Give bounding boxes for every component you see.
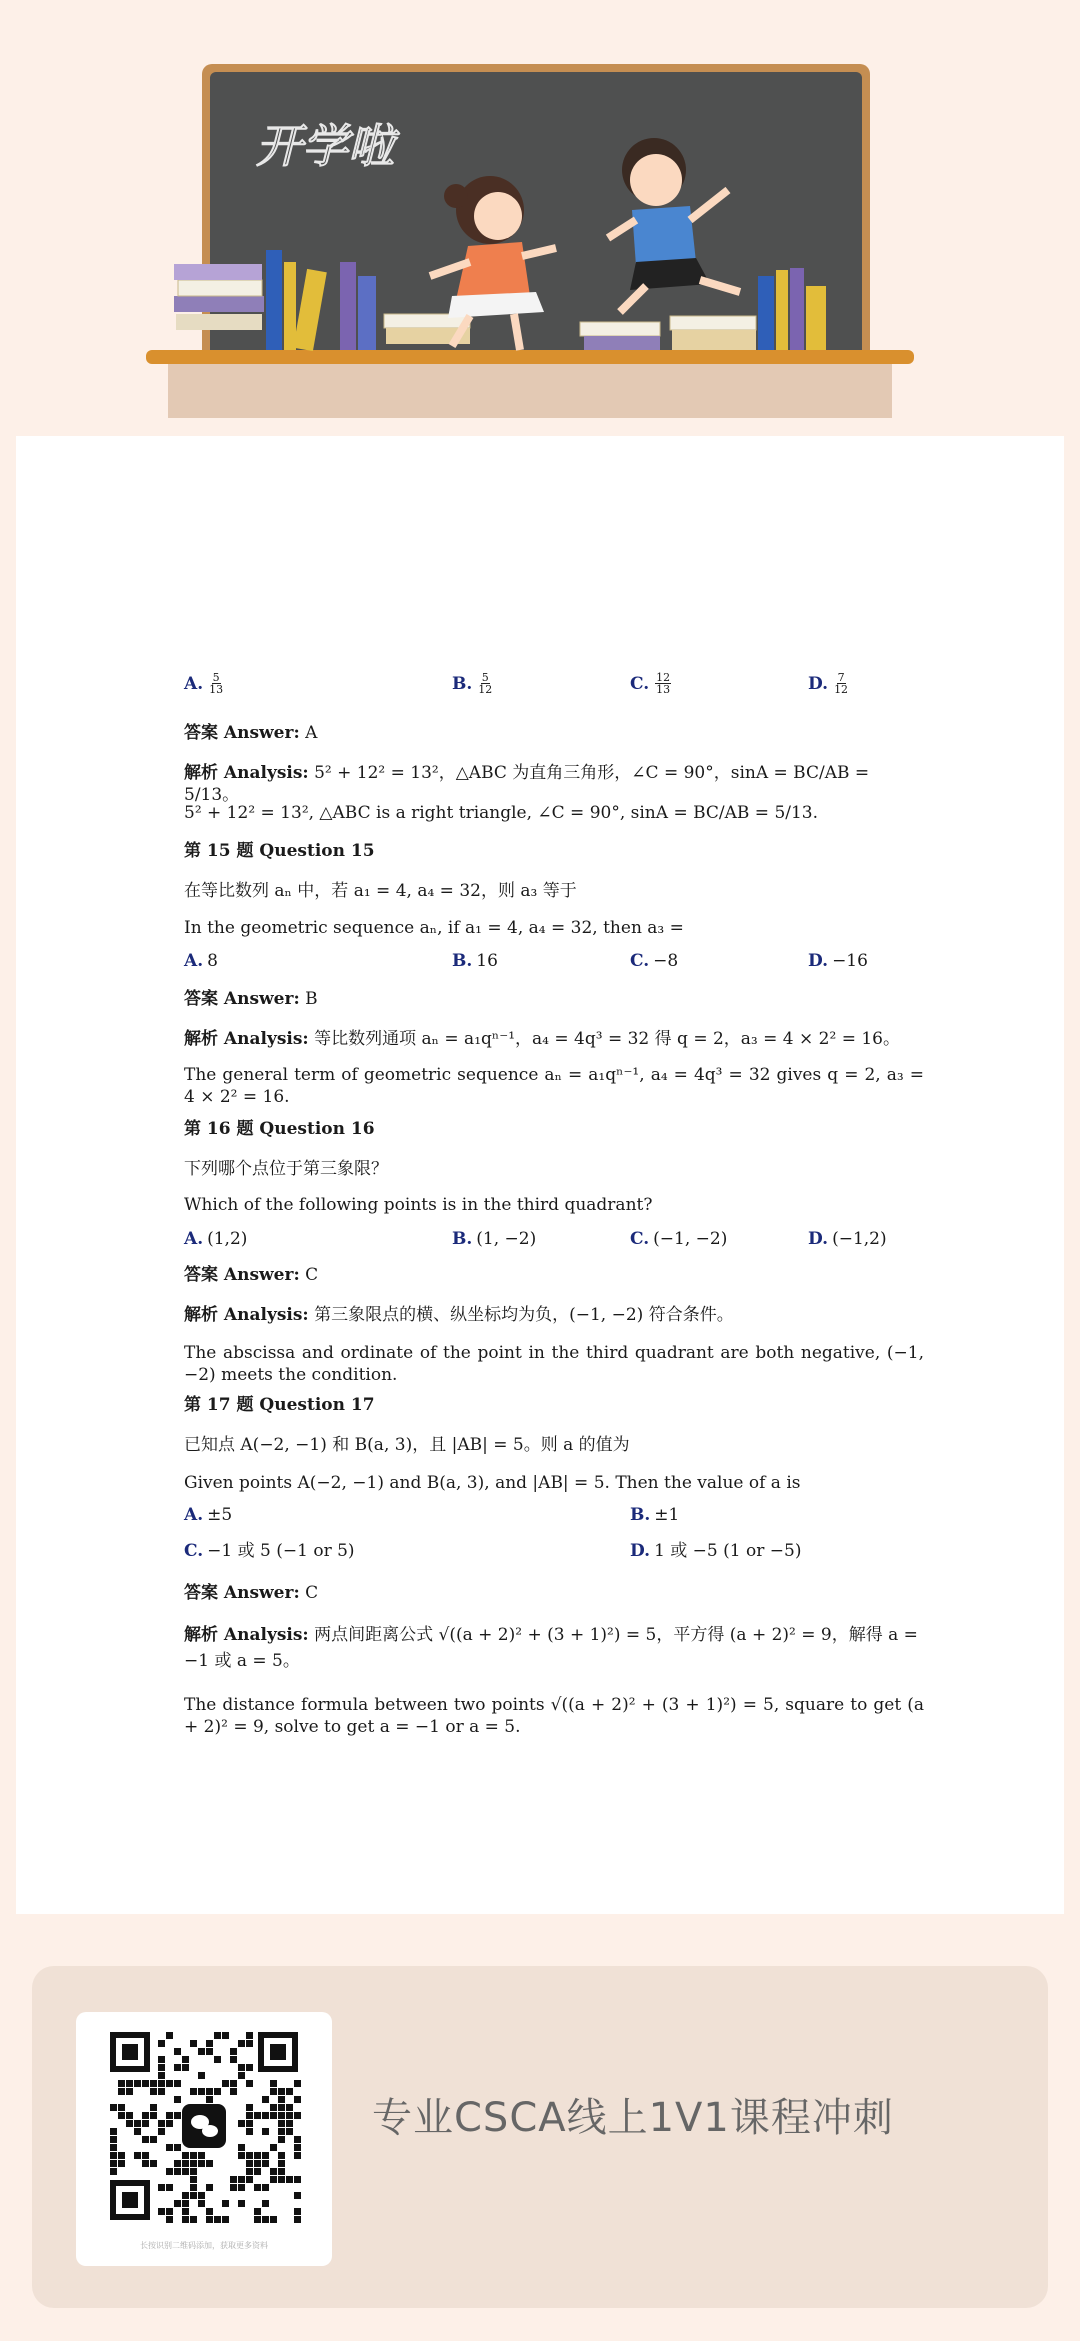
q16-text-en: Which of the following points is in the third quadrant? <box>184 1195 653 1215</box>
qr-module <box>246 2064 253 2071</box>
qr-module <box>262 2200 269 2207</box>
qr-module <box>262 2216 269 2223</box>
qr-module <box>294 2152 301 2159</box>
qr-module <box>262 2152 269 2159</box>
qr-module <box>254 2208 261 2215</box>
qr-module <box>230 2176 237 2183</box>
qr-module <box>270 2216 277 2223</box>
qr-module <box>246 2032 253 2039</box>
qr-module <box>142 2112 149 2119</box>
qr-module <box>270 2080 277 2087</box>
qr-module <box>254 2216 261 2223</box>
q17-options-row1 <box>184 1504 924 1528</box>
qr-module <box>150 2104 157 2111</box>
qr-module <box>294 2176 301 2183</box>
q16-option-d: D. (−1,2) <box>808 1229 887 1249</box>
qr-module <box>278 2160 285 2167</box>
qr-code-icon <box>76 2012 332 2240</box>
promo-text: 专业CSCA线上1V1课程冲刺 <box>372 2095 894 2141</box>
qr-module <box>238 2176 245 2183</box>
qr-module <box>270 2176 277 2183</box>
qr-module <box>182 2152 189 2159</box>
qr-module <box>246 2128 253 2135</box>
qr-module <box>222 2080 229 2087</box>
qr-module <box>134 2120 141 2127</box>
qr-module <box>134 2128 141 2135</box>
qr-module <box>206 2184 213 2191</box>
qr-module <box>182 2192 189 2199</box>
qr-module <box>110 2136 117 2143</box>
qr-module <box>118 2104 125 2111</box>
qr-module <box>150 2112 157 2119</box>
qr-module <box>150 2088 157 2095</box>
q14-answer: 答案 Answer: A <box>184 723 318 743</box>
qr-module <box>238 2144 245 2151</box>
qr-module <box>158 2072 165 2079</box>
qr-module <box>182 2216 189 2223</box>
qr-module <box>278 2088 285 2095</box>
qr-module <box>166 2120 173 2127</box>
qr-module <box>294 2096 301 2103</box>
qr-module <box>198 2160 205 2167</box>
qr-module <box>230 2048 237 2055</box>
qr-module <box>190 2152 197 2159</box>
qr-module <box>166 2216 173 2223</box>
q16-option-c: C. (−1, −2) <box>630 1229 728 1249</box>
qr-module <box>110 2152 117 2159</box>
qr-module <box>134 2152 141 2159</box>
qr-module <box>230 2056 237 2063</box>
qr-module <box>222 2032 229 2039</box>
qr-module <box>230 2184 237 2191</box>
qr-module <box>214 2056 221 2063</box>
qr-module <box>238 2152 245 2159</box>
qr-module <box>190 2168 197 2175</box>
qr-module <box>118 2112 125 2119</box>
qr-module <box>230 2088 237 2095</box>
qr-module <box>278 2096 285 2103</box>
qr-module <box>254 2168 261 2175</box>
q15-option-b: B. 16 <box>452 951 498 971</box>
qr-module <box>142 2152 149 2159</box>
q17-option-b: B. ±1 <box>630 1505 680 1525</box>
qr-module <box>278 2104 285 2111</box>
qr-module <box>238 2072 245 2079</box>
qr-module <box>254 2112 261 2119</box>
qr-module <box>110 2144 117 2151</box>
chalkboard-text: 开学啦 <box>256 119 394 173</box>
qr-module <box>294 2192 301 2199</box>
qr-module <box>110 2104 117 2111</box>
qr-module <box>246 2112 253 2119</box>
qr-module <box>190 2160 197 2167</box>
qr-module <box>286 2112 293 2119</box>
qr-module <box>246 2152 253 2159</box>
qr-module <box>254 2184 261 2191</box>
qr-module <box>182 2208 189 2215</box>
qr-module <box>174 2064 181 2071</box>
qr-module <box>254 2152 261 2159</box>
qr-module <box>150 2080 157 2087</box>
qr-module <box>270 2168 277 2175</box>
banner-illustration <box>0 0 1080 430</box>
qr-module <box>206 2088 213 2095</box>
qr-module <box>158 2088 165 2095</box>
qr-module <box>142 2120 149 2127</box>
q16-answer: 答案 Answer: C <box>184 1265 319 1285</box>
qr-module <box>126 2080 133 2087</box>
qr-module <box>190 2192 197 2199</box>
qr-module <box>110 2128 117 2135</box>
qr-module <box>174 2096 181 2103</box>
q17-option-a: A. ±5 <box>184 1505 233 1525</box>
qr-module <box>126 2088 133 2095</box>
q15-answer: 答案 Answer: B <box>184 989 318 1009</box>
qr-module <box>166 2184 173 2191</box>
qr-module <box>174 2144 181 2151</box>
qr-module <box>206 2048 213 2055</box>
qr-module <box>206 2216 213 2223</box>
qr-module <box>174 2200 181 2207</box>
qr-module <box>158 2128 165 2135</box>
q17-text-cn: 已知点 A(−2, −1) 和 B(a, 3)，且 |AB| = 5。则 a 的值为 <box>184 1435 630 1455</box>
qr-module <box>158 2184 165 2191</box>
qr-module <box>278 2136 285 2143</box>
qr-module <box>254 2160 261 2167</box>
qr-module <box>158 2056 165 2063</box>
qr-module <box>150 2136 157 2143</box>
qr-module <box>158 2120 165 2127</box>
qr-module <box>238 2184 245 2191</box>
qr-module <box>174 2168 181 2175</box>
qr-module <box>198 2152 205 2159</box>
qr-module <box>126 2112 133 2119</box>
q14-option-d: D. $\frac{7}{12}$ <box>808 671 849 696</box>
q14-analysis-en: 5² + 12² = 13², △ABC is a right triangle, ∠C = 90°, sinA = BC/AB = 5/13. <box>184 803 819 823</box>
qr-module <box>286 2128 293 2135</box>
qr-module <box>198 2088 205 2095</box>
qr-module <box>190 2216 197 2223</box>
q15-options <box>184 950 924 974</box>
q15-text-en: In the geometric sequence aₙ, if a₁ = 4, a₄ = 32, then a₃ = <box>184 918 684 938</box>
qr-module <box>230 2080 237 2087</box>
q14-option-c: C. $\frac{12}{13}$ <box>630 671 671 696</box>
qr-module <box>206 2160 213 2167</box>
qr-module <box>294 2216 301 2223</box>
qr-module <box>158 2064 165 2071</box>
qr-module <box>182 2160 189 2167</box>
qr-module <box>214 2216 221 2223</box>
qr-module <box>198 2200 205 2207</box>
qr-module <box>158 2080 165 2087</box>
qr-module <box>270 2104 277 2111</box>
qr-module <box>174 2080 181 2087</box>
qr-module <box>134 2080 141 2087</box>
qr-module <box>182 2200 189 2207</box>
q16-analysis-en: The abscissa and ordinate of the point in the third quadrant are both negative, (−1, −2) meets the condition. <box>184 1343 924 1385</box>
q14-options <box>184 672 924 702</box>
qr-module <box>150 2160 157 2167</box>
promo-footer <box>32 1966 1048 2308</box>
qr-module <box>214 2032 221 2039</box>
qr-module <box>214 2088 221 2095</box>
q15-analysis-cn: 解析 Analysis: 等比数列通项 aₙ = a₁qⁿ⁻¹，a₄ = 4q³ = 32 得 q = 2，a₃ = 4 × 2² = 16。 <box>184 1029 900 1049</box>
qr-module <box>166 2032 173 2039</box>
q16-analysis-cn: 解析 Analysis: 第三象限点的横、纵坐标均为负，(−1, −2) 符合条件。 <box>184 1305 734 1325</box>
qr-module <box>262 2128 269 2135</box>
q16-option-a: A. (1,2) <box>184 1229 248 1249</box>
qr-module <box>286 2104 293 2111</box>
qr-module <box>278 2176 285 2183</box>
qr-module <box>142 2136 149 2143</box>
q14-option-a: A. $\frac{5}{13}$ <box>184 671 224 696</box>
qr-module <box>166 2112 173 2119</box>
qr-module <box>198 2192 205 2199</box>
q15-option-c: C. −8 <box>630 951 679 971</box>
qr-module <box>182 2056 189 2063</box>
q17-analysis-cn: 解析 Analysis: 两点间距离公式 √((a + 2)² + (3 + 1)²) = 5，平方得 (a + 2)² = 9，解得 a = −1 或 a = 5。 <box>184 1625 918 1671</box>
q16-option-b: B. (1, −2) <box>452 1229 537 1249</box>
qr-module <box>190 2184 197 2191</box>
qr-module <box>206 2096 213 2103</box>
qr-module <box>278 2112 285 2119</box>
q14-analysis-cn: 解析 Analysis: 5² + 12² = 13²，△ABC 为直角三角形，∠C = 90°，sinA = BC/AB = 5/13。 <box>184 763 870 805</box>
q17-text-en: Given points A(−2, −1) and B(a, 3), and |AB| = 5. Then the value of a is <box>184 1473 801 1493</box>
qr-module <box>294 2136 301 2143</box>
qr-module <box>278 2168 285 2175</box>
q17-options-row2 <box>184 1540 924 1564</box>
qr-module <box>238 2120 245 2127</box>
qr-module <box>174 2048 181 2055</box>
q17-option-d: D. 1 或 −5 (1 or −5) <box>630 1541 802 1561</box>
qr-module <box>166 2080 173 2087</box>
qr-module <box>294 2080 301 2087</box>
qr-module <box>286 2176 293 2183</box>
q15-title: 第 15 题 Question 15 <box>184 841 375 861</box>
qr-module <box>294 2144 301 2151</box>
qr-module <box>246 2176 253 2183</box>
qr-module <box>238 2200 245 2207</box>
qr-module <box>118 2080 125 2087</box>
qr-module <box>182 2168 189 2175</box>
q17-title: 第 17 题 Question 17 <box>184 1395 375 1415</box>
q17-analysis-en: The distance formula between two points √((a + 2)² + (3 + 1)²) = 5, square to get (a + 2)² = 9, solve to get a = −1 or a = 5. <box>184 1695 924 1737</box>
qr-module <box>158 2040 165 2047</box>
qr-card[interactable] <box>76 2012 332 2266</box>
q17-option-c: C. −1 或 5 (−1 or 5) <box>184 1541 355 1561</box>
qr-note: 长按识别二维码添加，获取更多资料 <box>140 2241 268 2250</box>
qr-module <box>166 2144 173 2151</box>
qr-module <box>246 2160 253 2167</box>
qr-module <box>278 2120 285 2127</box>
qr-module <box>262 2184 269 2191</box>
qr-module <box>246 2104 253 2111</box>
qr-module <box>174 2112 181 2119</box>
qr-module <box>198 2072 205 2079</box>
qr-module <box>246 2080 253 2087</box>
q14-option-b: B. $\frac{5}{12}$ <box>452 671 493 696</box>
q15-option-a: A. 8 <box>184 951 218 971</box>
qr-module <box>270 2144 277 2151</box>
qr-module <box>110 2168 117 2175</box>
qr-module <box>118 2152 125 2159</box>
qr-module <box>190 2088 197 2095</box>
qr-module <box>222 2216 229 2223</box>
qr-module <box>142 2160 149 2167</box>
qr-module <box>166 2168 173 2175</box>
qr-module <box>158 2208 165 2215</box>
qr-module <box>174 2160 181 2167</box>
qr-module <box>270 2112 277 2119</box>
qr-module <box>126 2120 133 2127</box>
qr-module <box>238 2040 245 2047</box>
qr-module <box>110 2160 117 2167</box>
qr-module <box>206 2208 213 2215</box>
qr-module <box>190 2040 197 2047</box>
qr-module <box>286 2088 293 2095</box>
qr-module <box>286 2120 293 2127</box>
qr-module <box>278 2152 285 2159</box>
qr-module <box>294 2208 301 2215</box>
qr-module <box>190 2176 197 2183</box>
q15-analysis-en: The general term of geometric sequence aₙ = a₁qⁿ⁻¹, a₄ = 4q³ = 32 gives q = 2, a₃ = 4 × 2² = 16. <box>184 1065 924 1107</box>
qr-module <box>206 2040 213 2047</box>
qr-module <box>270 2088 277 2095</box>
qr-module <box>118 2160 125 2167</box>
q15-option-d: D. −16 <box>808 951 868 971</box>
qr-module <box>262 2160 269 2167</box>
qr-module <box>142 2080 149 2087</box>
q16-text-cn: 下列哪个点位于第三象限？ <box>184 1159 388 1179</box>
qr-module <box>166 2208 173 2215</box>
qr-module <box>238 2064 245 2071</box>
qr-module <box>294 2112 301 2119</box>
qr-module <box>246 2168 253 2175</box>
q15-text-cn: 在等比数列 aₙ 中，若 a₁ = 4, a₄ = 32，则 a₃ 等于 <box>184 881 577 901</box>
qr-module <box>118 2088 125 2095</box>
qr-module <box>246 2040 253 2047</box>
qr-module <box>246 2120 253 2127</box>
qr-module <box>222 2200 229 2207</box>
qr-module <box>182 2064 189 2071</box>
qr-module <box>262 2112 269 2119</box>
q16-title: 第 16 题 Question 16 <box>184 1119 375 1139</box>
qr-module <box>198 2048 205 2055</box>
qr-module <box>278 2128 285 2135</box>
q16-options <box>184 1228 924 1252</box>
qr-module <box>262 2096 269 2103</box>
q17-answer: 答案 Answer: C <box>184 1583 319 1603</box>
